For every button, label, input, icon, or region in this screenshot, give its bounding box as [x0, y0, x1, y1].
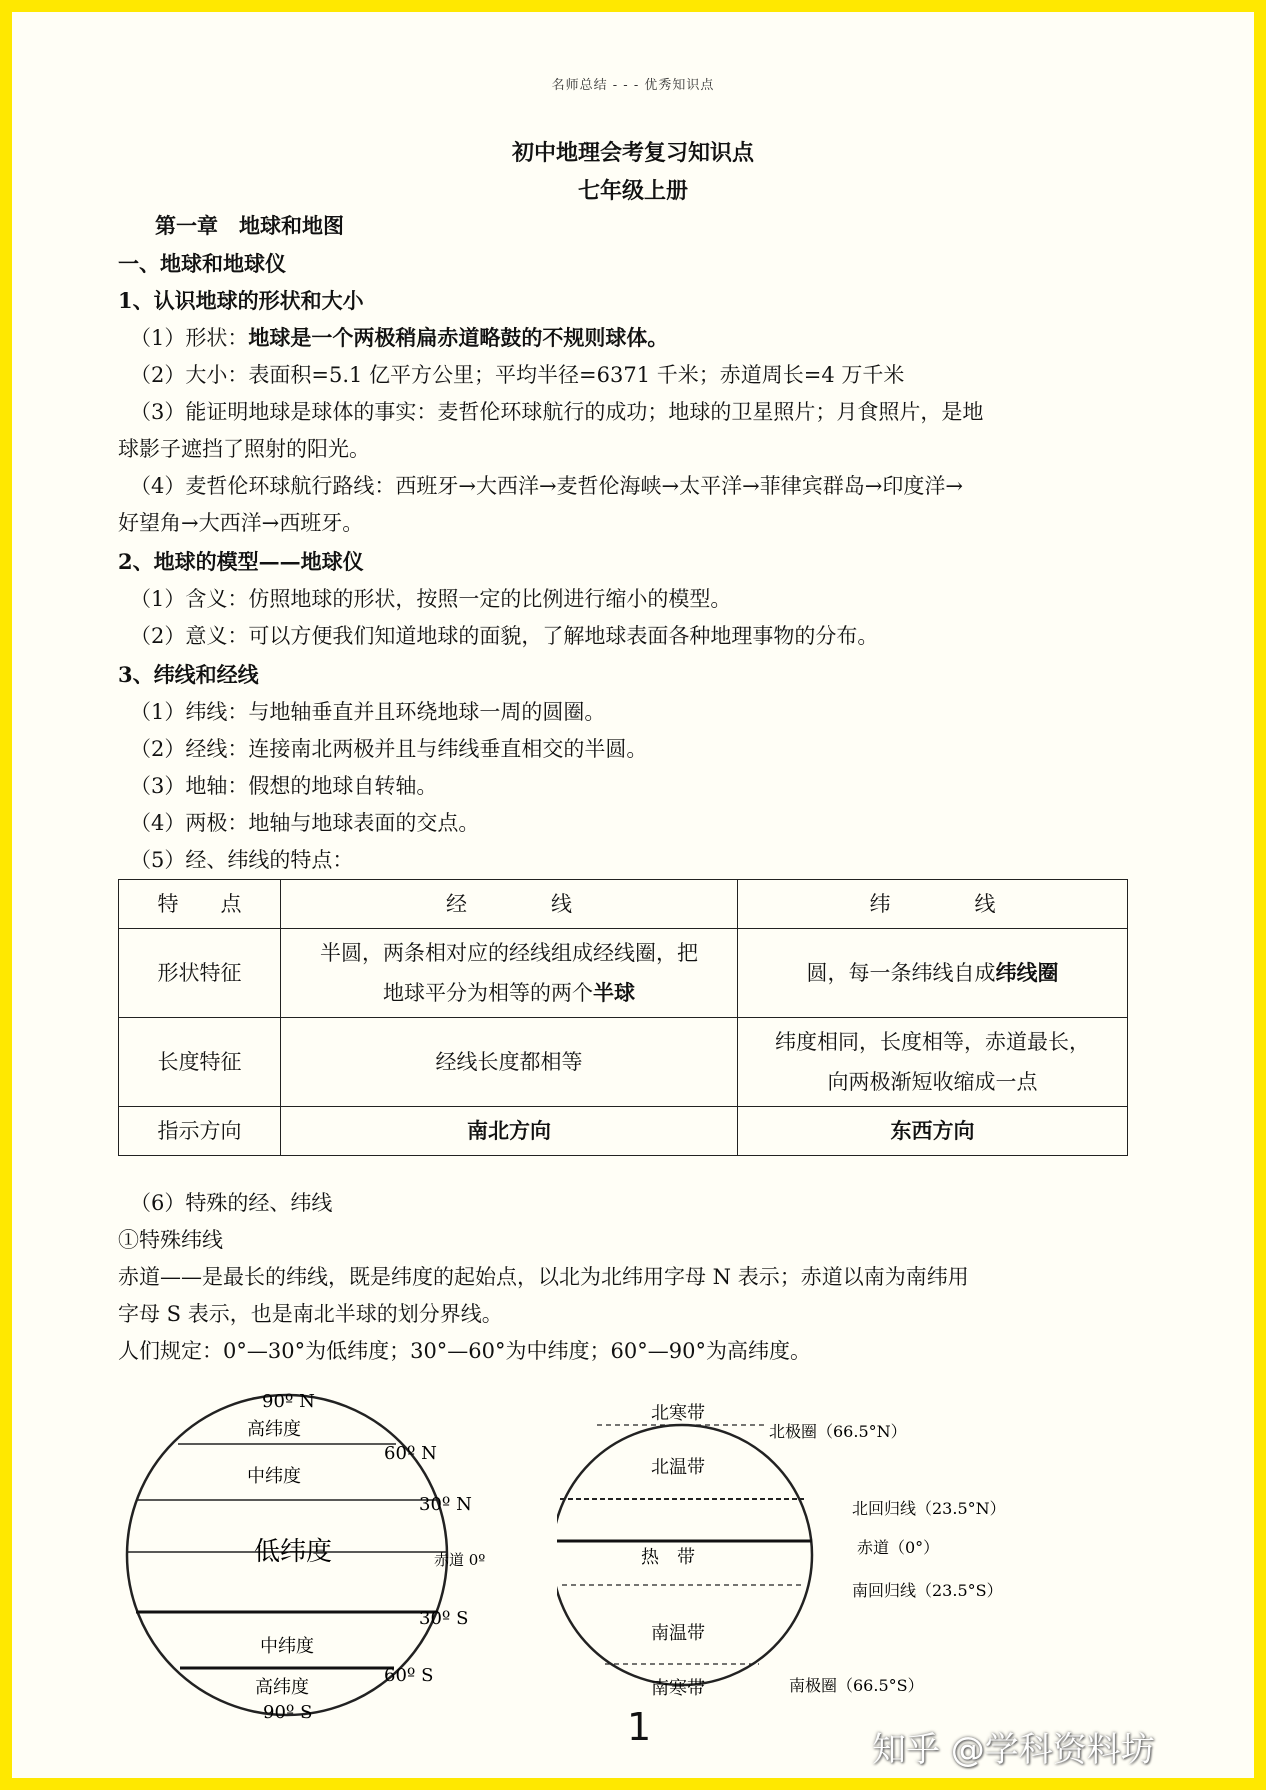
- document-subtitle: 七年级上册: [577, 178, 688, 204]
- latitude-rule: 人们规定：0°—30°为低纬度；30°—60°为中纬度；60°—90°为高纬度。: [118, 1339, 811, 1363]
- label-90n: 90º N: [262, 1391, 315, 1412]
- section-heading: 一、地球和地球仪: [118, 251, 286, 276]
- label-90s: 90º S: [263, 1702, 313, 1723]
- cell-text: 半圆，两条相对应的经线组成经线圈，把: [320, 941, 698, 965]
- page-number: 1: [627, 1705, 652, 1749]
- label-high-lat-n: 高纬度: [247, 1419, 301, 1440]
- route-line-2: 好望角→大西洋→西班牙。: [118, 511, 364, 535]
- header-note: 名师总结 - - - 优秀知识点: [551, 78, 715, 93]
- cell-lat-shape: [738, 929, 1128, 1018]
- route-line-1: （4）麦哲伦环球航行路线：西班牙→大西洋→麦哲伦海峡→太平洋→菲律宾群岛→印度洋→: [130, 474, 963, 498]
- cell-lon-direction: 南北方向: [281, 1107, 738, 1156]
- label-mid-lat-n: 中纬度: [247, 1466, 301, 1487]
- features-intro: （5）经、纬线的特点：: [130, 848, 354, 872]
- special-intro: （6）特殊的经、纬线: [130, 1191, 333, 1215]
- document-title: 初中地理会考复习知识点: [511, 140, 754, 166]
- model-meaning: （1）含义：仿照地球的形状，按照一定的比例进行缩小的模型。: [130, 587, 732, 611]
- cell-text-part: 圆，每一条纬线自成: [806, 961, 996, 985]
- evidence-line-1: （3）能证明地球是球体的事实：麦哲伦环球航行的成功；地球的卫星照片；月食照片，是地: [130, 400, 984, 424]
- longitude-definition: （2）经线：连接南北两极并且与纬线垂直相交的半圆。: [130, 737, 648, 761]
- subsection-heading: 2、地球的模型——地球仪: [118, 549, 364, 574]
- equator-line-1: 赤道——是最长的纬线，既是纬度的起始点，以北为北纬用字母 N 表示；赤道以南为南纬用: [118, 1265, 969, 1289]
- cell-lon-shape: [281, 929, 738, 1018]
- label-60s: 60º S: [384, 1665, 434, 1686]
- cell-text-bold: 半球: [593, 980, 635, 1005]
- table-row: [119, 1107, 1128, 1156]
- label-arctic-circle: 北极圈（66.5°N）: [769, 1422, 907, 1441]
- shape-line: [130, 326, 668, 350]
- size-line: （2）大小：表面积=5.1 亿平方公里；平均半径=6371 千米；赤道周长=4 万千米: [130, 363, 905, 387]
- cell-lat-direction: 东西方向: [738, 1107, 1128, 1156]
- label-high-lat-s: 高纬度: [255, 1677, 309, 1698]
- label-antarctic-circle: 南极圈（66.5°S）: [789, 1676, 924, 1695]
- label-tropic-of-cancer: 北回归线（23.5°N）: [852, 1499, 1006, 1518]
- label-30n: 30º N: [419, 1494, 472, 1515]
- table-header-feature: 特 点: [119, 880, 281, 929]
- subsection-heading: 3、纬线和经线: [118, 662, 259, 687]
- axis-definition: （3）地轴：假想的地球自转轴。: [130, 774, 438, 798]
- climate-zones-diagram: [557, 1387, 1037, 1732]
- cell-lat-length: [738, 1018, 1128, 1107]
- table-header-longitude: 经 线: [281, 880, 738, 929]
- special-latitude-heading: ①特殊纬线: [118, 1228, 223, 1252]
- poles-definition: （4）两极：地轴与地球表面的交点。: [130, 811, 480, 835]
- table-row: [119, 929, 1128, 1018]
- cell-text: 向两极渐短收缩成一点: [827, 1070, 1038, 1094]
- label-tropic-of-capricorn: 南回归线（23.5°S）: [852, 1581, 1003, 1600]
- model-use: （2）意义：可以方便我们知道地球的面貌，了解地球表面各种地理事物的分布。: [130, 624, 879, 648]
- label-south-frigid: 南寒带: [651, 1678, 705, 1699]
- label-south-temperate: 南温带: [651, 1623, 705, 1644]
- label-north-temperate: 北温带: [651, 1457, 705, 1478]
- shape-prefix: （1）形状：: [130, 326, 249, 350]
- label-low-lat: 低纬度: [254, 1537, 333, 1567]
- table-row: [119, 1018, 1128, 1107]
- document-page: [12, 12, 1254, 1778]
- label-north-frigid: 北寒带: [651, 1403, 705, 1424]
- label-mid-lat-s: 中纬度: [260, 1636, 314, 1657]
- label-30s: 30º S: [419, 1608, 469, 1629]
- label-60n: 60º N: [384, 1443, 437, 1464]
- latitude-definition: （1）纬线：与地轴垂直并且环绕地球一周的圆圈。: [130, 700, 606, 724]
- latitude-zones-diagram: [122, 1387, 502, 1732]
- row-label-length: 长度特征: [119, 1018, 281, 1107]
- cell-text-bold: 纬线圈: [995, 960, 1059, 985]
- label-tropic-zone: 热 带: [641, 1547, 695, 1568]
- equator-line-2: 字母 S 表示，也是南北半球的划分界线。: [118, 1302, 503, 1326]
- shape-text: 地球是一个两极稍扁赤道略鼓的不规则球体。: [248, 325, 669, 350]
- evidence-line-2: 球影子遮挡了照射的阳光。: [118, 437, 370, 461]
- label-equator: 赤道 0º: [434, 1551, 486, 1569]
- features-table: [118, 879, 1128, 1156]
- cell-text: 纬度相同，长度相等，赤道最长，: [775, 1030, 1090, 1054]
- table-header-latitude: 纬 线: [738, 880, 1128, 929]
- cell-lon-length: 经线长度都相等: [281, 1018, 738, 1107]
- cell-text-part: 地球平分为相等的两个: [383, 981, 593, 1005]
- subsection-heading: 1、认识地球的形状和大小: [118, 288, 364, 313]
- table-row: [119, 880, 1128, 929]
- row-label-direction: 指示方向: [119, 1107, 281, 1156]
- row-label-shape: 形状特征: [119, 929, 281, 1018]
- chapter-heading: 第一章 地球和地图: [155, 213, 344, 238]
- cell-text: [289, 973, 729, 1013]
- label-equator: 赤道（0°）: [857, 1538, 940, 1557]
- watermark: 知乎 @学科资料坊: [872, 1730, 1155, 1770]
